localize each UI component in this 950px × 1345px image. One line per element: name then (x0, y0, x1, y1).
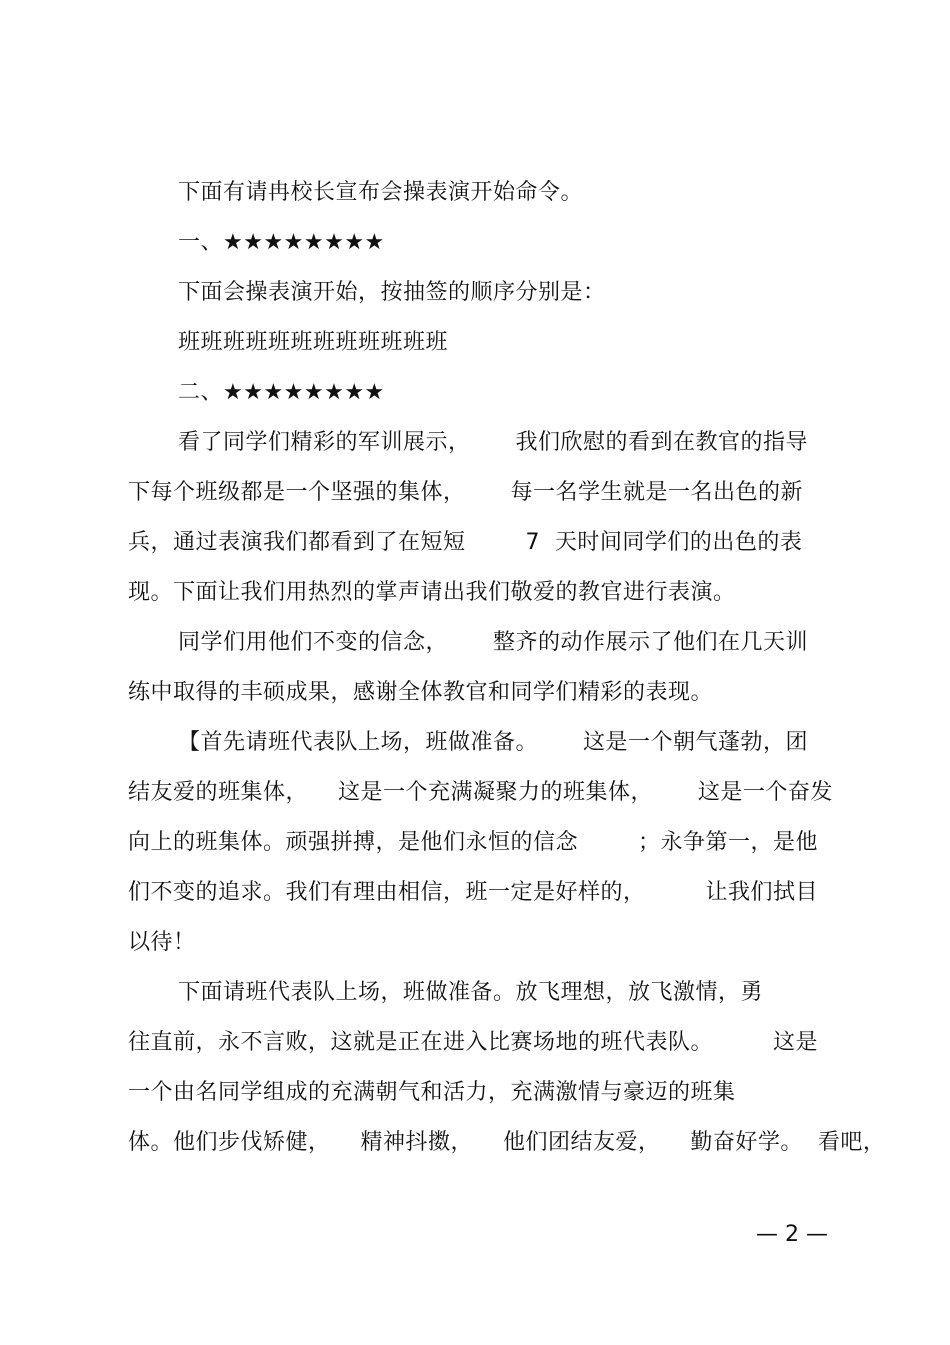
text-line-4: 班班班班班班班班班班班班 (178, 330, 449, 355)
text-line-6: 看了同学们精彩的军训展示， 我们欣慰的看到在教官的指导 (178, 430, 808, 455)
text-line-14: 向上的班集体。顽强拼搏，是他们永恒的信念 ；永争第一，是他 (128, 830, 818, 855)
text-line-12: 【首先请班代表队上场，班做准备。 这是一个朝气蓬勃，团 (178, 730, 808, 755)
page-number: — 2 — (756, 1222, 828, 1247)
text-line-13: 结友爱的班集体， 这是一个充满凝聚力的班集体， 这是一个奋发 (128, 780, 833, 805)
text-line-15: 们不变的追求。我们有理由相信，班一定是好样的， 让我们拭目 (128, 880, 818, 905)
text-line-20: 体。他们步伐矫健， 精神抖擞， 他们团结友爱， 勤奋好学。 看吧， (128, 1130, 886, 1155)
text-line-11: 练中取得的丰硕成果，感谢全体教官和同学们精彩的表现。 (128, 680, 714, 705)
text-line-19: 一个由名同学组成的充满朝气和活力，充满激情与豪迈的班集 (128, 1080, 736, 1105)
text-line-9: 现。下面让我们用热烈的掌声请出我们敬爱的教官进行表演。 (128, 580, 736, 605)
text-line-18: 往直前，永不言败，这就是正在进入比赛场地的班代表队。 这是 (128, 1030, 818, 1055)
text-line-2: 一、★★★★★★★★ (178, 230, 385, 255)
text-line-7: 下每个班级都是一个坚强的集体， 每一名学生就是一名出色的新 (128, 480, 803, 505)
text-line-3: 下面会操表演开始，按抽签的顺序分别是： (178, 280, 606, 305)
text-line-1: 下面有请冉校长宣布会操表演开始命令。 (178, 180, 584, 205)
text-line-17: 下面请班代表队上场，班做准备。放飞理想，放飞激情，勇 (178, 980, 764, 1005)
text-line-16: 以待！ (128, 930, 196, 955)
text-line-5: 二、★★★★★★★★ (178, 380, 385, 405)
text-line-8: 兵，通过表演我们都看到了在短短 7 天时间同学们的出色的表 (128, 530, 803, 555)
text-line-10: 同学们用他们不变的信念， 整齐的动作展示了他们在几天训 (178, 630, 808, 655)
